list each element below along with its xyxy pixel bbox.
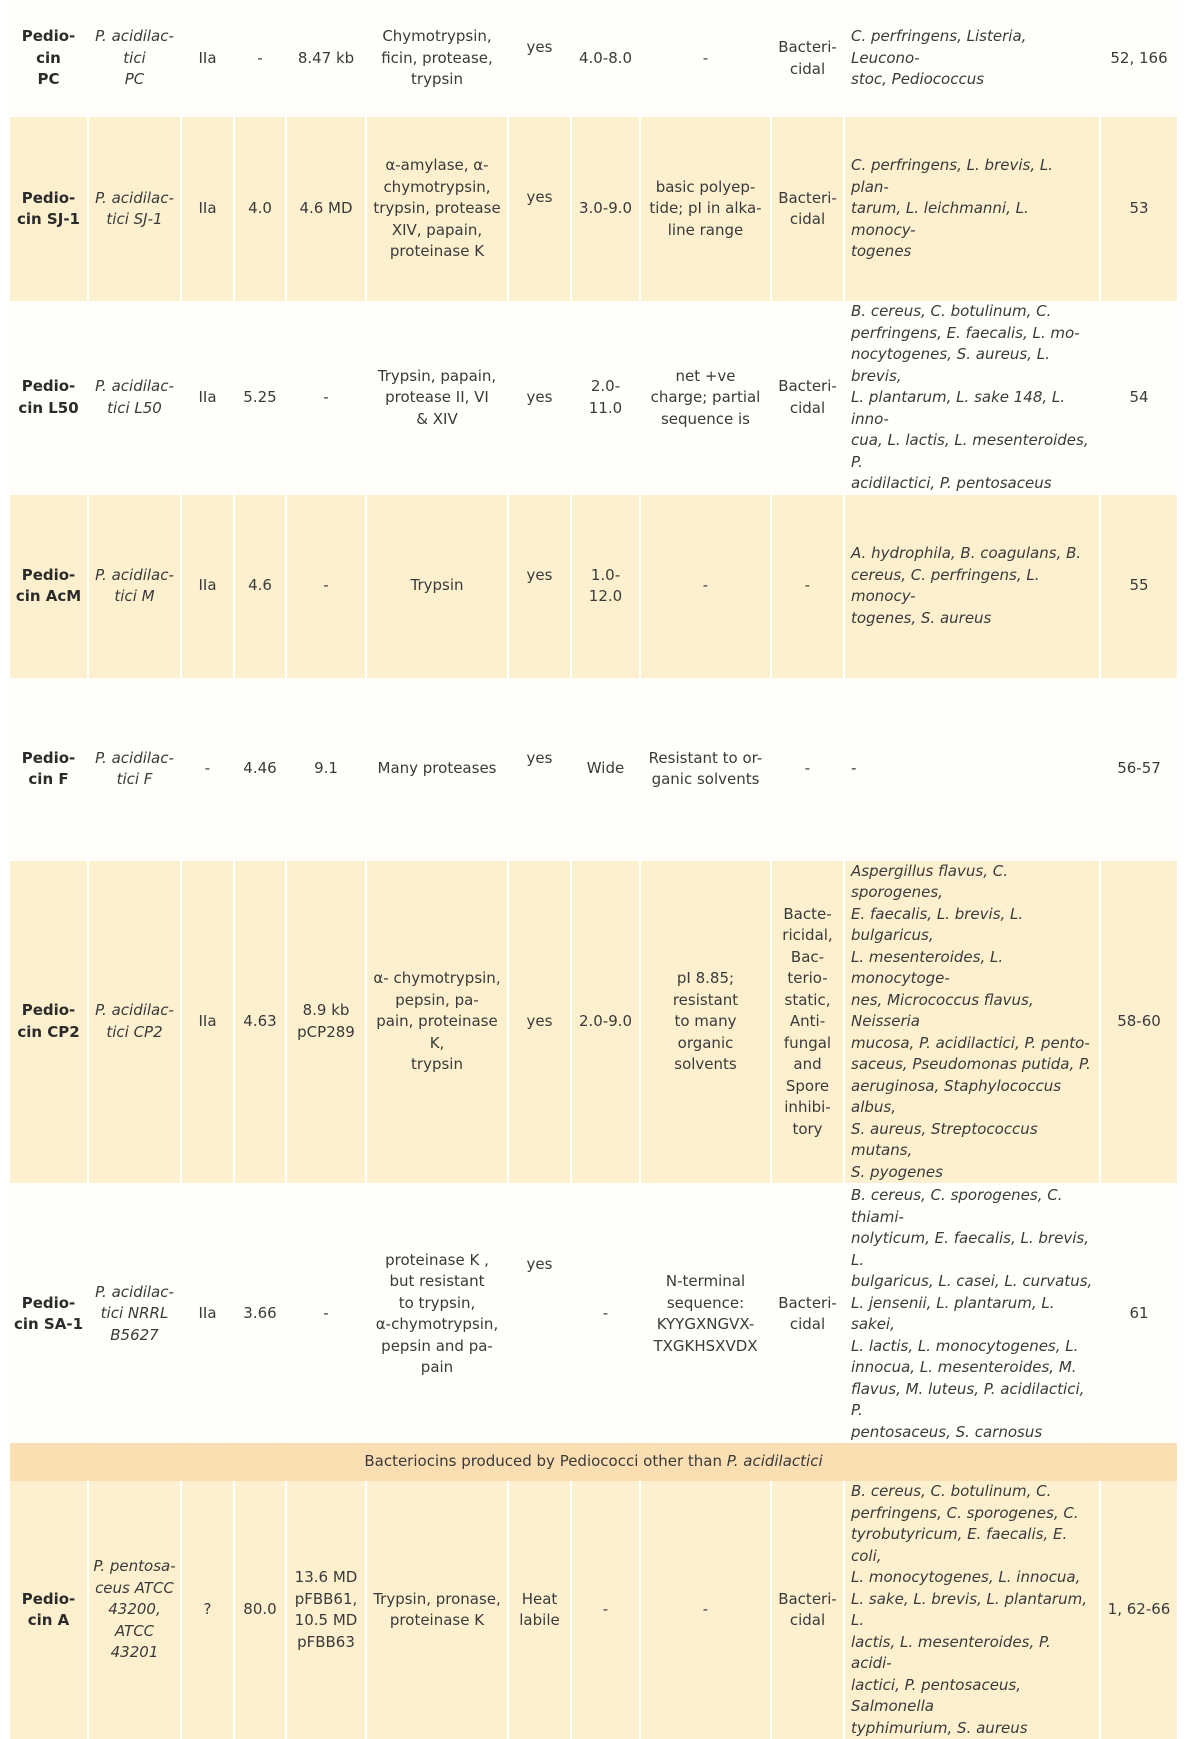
enzyme-sensitivity-cell: α-amylase, α- chymotrypsin, trypsin, protease XIV, papain, proteinase K (366, 117, 508, 301)
references-cell: 55 (1100, 495, 1178, 678)
mw-cell: 3.66 (234, 1184, 286, 1443)
producer-organism: P. acidilac- tici PC (88, 0, 181, 117)
inhibitory-spectrum-cell: - (844, 678, 1100, 861)
section-header (9, 1443, 1178, 1481)
class-cell: IIa (181, 117, 234, 301)
other-properties-cell: basic polyep- tide; pI in alka- line range (640, 117, 771, 301)
producer-organism: P. acidilac- tici CP2 (88, 861, 181, 1185)
mode-of-action-cell: - (771, 678, 844, 861)
ph-range-cell: - (571, 1481, 640, 1739)
ph-range-cell: 1.0- 12.0 (571, 495, 640, 678)
plasmid-cell: 8.47 kb (286, 0, 366, 117)
bacteriocin-name: Pedio- cin CP2 (9, 861, 88, 1185)
other-properties-cell: - (640, 0, 771, 117)
section-header-italic: P. acidilactici (726, 1452, 823, 1471)
references-cell: 52, 166 (1100, 0, 1178, 117)
bacteriocin-name: Pedio- cin AcM (9, 495, 88, 678)
plasmid-cell: 13.6 MD pFBB61, 10.5 MD pFBB63 (286, 1481, 366, 1739)
references-cell: 56-57 (1100, 678, 1178, 861)
class-cell: IIa (181, 0, 234, 117)
ph-range-cell: Wide (571, 678, 640, 861)
enzyme-sensitivity-cell: Trypsin, pronase, proteinase K (366, 1481, 508, 1739)
enzyme-sensitivity-cell: Chymotrypsin, ficin, protease, trypsin (366, 0, 508, 117)
heat-stability-cell: yes (508, 495, 571, 678)
bacteriocin-name: Pedio- cin SJ-1 (9, 117, 88, 301)
other-properties-cell: - (640, 495, 771, 678)
inhibitory-spectrum-cell: B. cereus, C. botulinum, C. perfringens, C. sporogenes, C. tyrobutyricum, E. faecalis, E. coli, L. monocytogenes, L. innocua, L. sake, L. brevis, L. plantarum, L. lactis, L. mesenteroides, P. acidi- lactici, P. pentosaceus, Salmonella typhimurium, S. aureus (844, 1481, 1100, 1739)
class-cell: - (181, 678, 234, 861)
table-row (9, 117, 1178, 301)
heat-stability-cell: yes (508, 301, 571, 495)
bacteriocin-name: Pedio- cin L50 (9, 301, 88, 495)
mw-cell: 4.63 (234, 861, 286, 1185)
mode-of-action-cell: Bacteri- cidal (771, 1184, 844, 1443)
mw-cell: - (234, 0, 286, 117)
ph-range-cell: - (571, 1184, 640, 1443)
plasmid-cell: 4.6 MD (286, 117, 366, 301)
class-cell: IIa (181, 861, 234, 1185)
other-properties-cell: - (640, 1481, 771, 1739)
producer-organism: P. acidilac- tici SJ-1 (88, 117, 181, 301)
inhibitory-spectrum-cell: B. cereus, C. sporogenes, C. thiami- nolyticum, E. faecalis, L. brevis, L. bulgaricus, L. casei, L. curvatus, L. jensenii, L. plantarum, L. sakei, L. lactis, L. monocytogenes, L. innocua, L. mesenteroides, M. flavus, M. luteus, P. acidilactici, P. pentosaceus, S. carnosus (844, 1184, 1100, 1443)
table-row (9, 861, 1178, 1185)
enzyme-sensitivity-cell: proteinase K , but resistant to trypsin, α-chymotrypsin, pepsin and pa- pain (366, 1184, 508, 1443)
references-cell: 58-60 (1100, 861, 1178, 1185)
table-row (9, 0, 1178, 117)
producer-organism: P. pentosa- ceus ATCC 43200, ATCC 43201 (88, 1481, 181, 1739)
plasmid-cell: - (286, 301, 366, 495)
ph-range-cell: 4.0-8.0 (571, 0, 640, 117)
class-cell: IIa (181, 495, 234, 678)
references-cell: 54 (1100, 301, 1178, 495)
table-row (9, 495, 1178, 678)
mode-of-action-cell: Bacteri- cidal (771, 1481, 844, 1739)
heat-stability-cell: yes (508, 861, 571, 1185)
inhibitory-spectrum-cell: C. perfringens, Listeria, Leucono- stoc, Pediococcus (844, 0, 1100, 117)
enzyme-sensitivity-cell: Trypsin, papain, protease II, VI & XIV (366, 301, 508, 495)
producer-organism: P. acidilac- tici L50 (88, 301, 181, 495)
heat-stability-cell: yes (508, 678, 571, 861)
plasmid-cell: - (286, 495, 366, 678)
heat-stability-cell: yes (508, 1184, 571, 1443)
class-cell: ? (181, 1481, 234, 1739)
section-header-text: Bacteriocins produced by Pediococci other than (364, 1452, 727, 1471)
references-cell: 61 (1100, 1184, 1178, 1443)
bacteriocin-name: Pedio- cin F (9, 678, 88, 861)
table-row (9, 1184, 1178, 1443)
producer-organism: P. acidilac- tici NRRL B5627 (88, 1184, 181, 1443)
mode-of-action-cell: Bacteri- cidal (771, 117, 844, 301)
section-header-row (9, 1443, 1178, 1481)
references-cell: 53 (1100, 117, 1178, 301)
mw-cell: 5.25 (234, 301, 286, 495)
other-properties-cell: net +ve charge; partial sequence is (640, 301, 771, 495)
class-cell: IIa (181, 301, 234, 495)
bacteriocin-name: Pedio- cin PC (9, 0, 88, 117)
other-properties-cell: pI 8.85; resistant to many organic solvents (640, 861, 771, 1185)
producer-organism: P. acidilac- tici M (88, 495, 181, 678)
mode-of-action-cell: - (771, 495, 844, 678)
ph-range-cell: 2.0-9.0 (571, 861, 640, 1185)
inhibitory-spectrum-cell: Aspergillus flavus, C. sporogenes, E. faecalis, L. brevis, L. bulgaricus, L. mesenteroides, L. monocytoge- nes, Micrococcus flavus, Neisseria mucosa, P. acidilactici, P. pento- saceus, Pseudomonas putida, P. aeruginosa, Staphylococcus albus, S. aureus, Streptococcus mutans, S. pyogenes (844, 861, 1100, 1185)
mode-of-action-cell: Bacte- ricidal, Bac- terio- static, Anti- fungal and Spore inhibi- tory (771, 861, 844, 1185)
inhibitory-spectrum-cell: A. hydrophila, B. coagulans, B. cereus, C. perfringens, L. monocy- togenes, S. aureus (844, 495, 1100, 678)
enzyme-sensitivity-cell: Many proteases (366, 678, 508, 861)
enzyme-sensitivity-cell: α- chymotrypsin, pepsin, pa- pain, proteinase K, trypsin (366, 861, 508, 1185)
plasmid-cell: 8.9 kb pCP289 (286, 861, 366, 1185)
heat-stability-cell: yes (508, 0, 571, 117)
plasmid-cell: 9.1 (286, 678, 366, 861)
bacteriocin-name: Pedio- cin SA-1 (9, 1184, 88, 1443)
table-row (9, 301, 1178, 495)
heat-stability-cell: Heat labile (508, 1481, 571, 1739)
mode-of-action-cell: Bacteri- cidal (771, 0, 844, 117)
class-cell: IIa (181, 1184, 234, 1443)
references-cell: 1, 62-66 (1100, 1481, 1178, 1739)
ph-range-cell: 2.0- 11.0 (571, 301, 640, 495)
mode-of-action-cell: Bacteri- cidal (771, 301, 844, 495)
bacteriocin-name: Pedio- cin A (9, 1481, 88, 1739)
mw-cell: 4.6 (234, 495, 286, 678)
producer-organism: P. acidilac- tici F (88, 678, 181, 861)
mw-cell: 80.0 (234, 1481, 286, 1739)
ph-range-cell: 3.0-9.0 (571, 117, 640, 301)
inhibitory-spectrum-cell: B. cereus, C. botulinum, C. perfringens, E. faecalis, L. mo- nocytogenes, S. aureus, L. brevis, L. plantarum, L. sake 148, L. inno- cua, L. lactis, L. mesenteroides, P. acidilactici, P. pentosaceus (844, 301, 1100, 495)
other-properties-cell: N-terminal sequence: KYYGXNGVX- TXGKHSXVDX (640, 1184, 771, 1443)
enzyme-sensitivity-cell: Trypsin (366, 495, 508, 678)
inhibitory-spectrum-cell: C. perfringens, L. brevis, L. plan- tarum, L. leichmanni, L. monocy- togenes (844, 117, 1100, 301)
mw-cell: 4.46 (234, 678, 286, 861)
table-row (9, 678, 1178, 861)
bacteriocin-table (8, 0, 1179, 1739)
plasmid-cell: - (286, 1184, 366, 1443)
heat-stability-cell: yes (508, 117, 571, 301)
other-properties-cell: Resistant to or- ganic solvents (640, 678, 771, 861)
mw-cell: 4.0 (234, 117, 286, 301)
